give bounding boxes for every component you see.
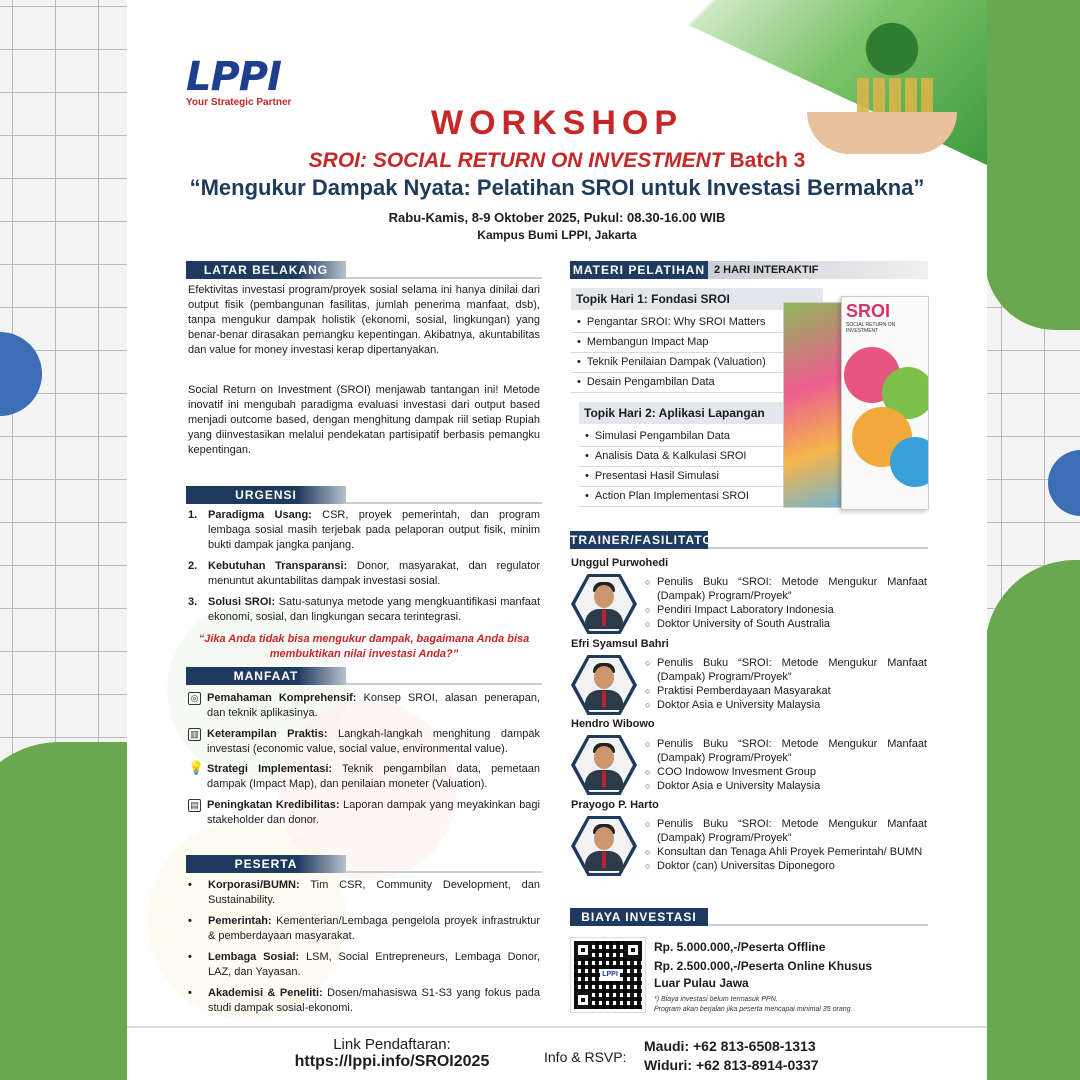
price-offline: Rp. 5.000.000,-/Peserta Offline [654, 940, 826, 954]
divider [346, 502, 542, 504]
book-front-cover: SROI SOCIAL RETURN ON INVESTMENT [841, 296, 929, 510]
section-heading: MANFAAT [186, 667, 346, 685]
benefit-item: 💡 Strategi Implementasi: Teknik pengambilan data, pemetaan dampak (Impact Map), dan penilaian moneter (Valuation). [188, 760, 540, 790]
list-item: 3. Solusi SROI: Satu-satunya metode yang mengkuantifikasi manfaat ekonomi, sosial, dan lingkungan secara terintegrasi. [188, 596, 540, 623]
list-item: 1. Paradigma Usang: CSR, proyek pemerintah, dan program lembaga sosial masih terjebak pada pelaporan output fisik, minim bukti dampak jangka panjang. [188, 509, 540, 551]
price-online-note: Luar Pulau Jawa [654, 976, 749, 990]
section-heading: MATERI PELATIHAN [570, 261, 708, 279]
section-heading: TRAINER/FASILITATOR [570, 533, 723, 547]
benefit-item: ◎ Pemahaman Komprehensif: Konsep SROI, alasan penerapan, dan teknik aplikasinya. [188, 691, 540, 721]
page-title: WORKSHOP [431, 104, 683, 142]
green-blob-decoration [985, 560, 1080, 1080]
divider [708, 924, 928, 926]
section-heading: LATAR BELAKANG [186, 261, 346, 279]
section-fees-header [570, 908, 928, 926]
fee-note: Program akan berjalan jika peserta mencapai minimal 35 orang. [654, 1006, 853, 1013]
list-item: 2. Kebutuhan Transparansi: Donor, masyarakat, dan regulator menuntut akuntabilitas dampak investasi sosial. [188, 560, 540, 587]
workshop-tagline: “Mengukur Dampak Nyata: Pelatihan SROI untuk Investasi Bermakna” [189, 175, 925, 200]
trainer-name: Efri Syamsul Bahri [571, 638, 669, 650]
list-item: • Lembaga Sosial: LSM, Social Entrepreneurs, Lembaga Donor, LAZ, dan Yayasan. [188, 951, 540, 978]
workshop-subtitle [127, 149, 987, 173]
list-item: • Presentasi Hasil Simulasi [579, 467, 814, 487]
divider [708, 547, 928, 549]
blue-circle-decoration [1048, 450, 1080, 516]
day1-topics [571, 313, 806, 393]
registration-qr-code[interactable]: LPPI [571, 938, 645, 1012]
trainer-credentials: ○ Penulis Buku “SROI: Metode Mengukur Manfaat (Dampak) Program/Proyek” ○ Praktisi Pemberdayaan Masyarakat ○ Doktor Asia e University Malaysia [645, 657, 927, 711]
benefit-item: ▥ Keterampilan Praktis: Langkah-langkah menghitung dampak investasi (economic value, social value, environmental value). [188, 727, 540, 757]
urgency-list [188, 508, 540, 631]
lppi-logo: LPPI Your Strategic Partner [186, 54, 292, 108]
event-venue: Kampus Bumi LPPI, Jakarta [477, 228, 637, 242]
section-heading: URGENSI [186, 486, 346, 504]
contact-maudi[interactable]: Maudi: +62 813-6508-1313 [644, 1038, 816, 1054]
day2-topics [579, 427, 814, 507]
trainer-credentials: ○ Penulis Buku “SROI: Metode Mengukur Manfaat (Dampak) Program/Proyek” ○ Pendiri Impact Laboratory Indonesia ○ Doktor University of South Australia [645, 576, 927, 630]
list-item: • Action Plan Implementasi SROI [579, 487, 814, 507]
list-item: • Desain Pengambilan Data [571, 373, 806, 393]
trainer-photo [571, 655, 637, 715]
lightbulb-icon: 💡 [188, 760, 205, 775]
trainer-credentials: ○ Penulis Buku “SROI: Metode Mengukur Manfaat (Dampak) Program/Proyek” ○ Konsultan dan Tenaga Ahli Proyek Pemerintah/ BUMN ○ Doktor (can) Universitas Diponegoro [645, 818, 927, 872]
urgency-quote: “Jika Anda tidak bisa mengukur dampak, bagaimana Anda bisa membuktikan nilai investasi Anda?” [198, 633, 530, 660]
logo-tagline: Your Strategic Partner [186, 97, 292, 108]
divider [346, 683, 542, 685]
report-icon: ▤ [188, 799, 201, 812]
divider [346, 871, 542, 873]
list-item: • Pemerintah: Kementerian/Lembaga pengelola proyek infrastruktur & pemberdayaan masyarakat. [188, 915, 540, 942]
target-icon: ◎ [188, 692, 201, 705]
list-item: • Korporasi/BUMN: Tim CSR, Community Development, dan Sustainability. [188, 879, 540, 906]
section-benefits-header [186, 667, 542, 685]
section-materials-header [570, 261, 928, 279]
participants-list [188, 878, 540, 1022]
workshop-poster [127, 0, 987, 1080]
trainer-photo [571, 816, 637, 876]
day1-title: Topik Hari 1: Fondasi SROI [571, 288, 823, 310]
day2-title: Topik Hari 2: Aplikasi Lapangan [579, 402, 793, 424]
list-item: • Akademisi & Peneliti: Dosen/mahasiswa S1-S3 yang fokus pada studi dampak sosial-ekonomi. [188, 987, 541, 1014]
section-heading: BIAYA INVESTASI [570, 908, 708, 926]
list-item: • Simulasi Pengambilan Data [579, 427, 814, 447]
green-blob-decoration [0, 742, 128, 1080]
registration-label: Link Pendaftaran: [333, 1036, 451, 1053]
contact-widuri[interactable]: Widuri: +62 813-8914-0337 [644, 1057, 819, 1073]
info-rsvp-label: Info & RSVP: [544, 1049, 627, 1065]
event-date: Rabu-Kamis, 8-9 Oktober 2025, Pukul: 08.30-16.00 WIB [388, 210, 726, 225]
bar-chart-icon: ▥ [188, 728, 201, 741]
section-participants-header [186, 855, 542, 873]
list-item: • Membangun Impact Map [571, 333, 806, 353]
sroi-book-image [783, 296, 933, 526]
fee-note: *) Biaya investasi belum termasuk PPN. [654, 996, 778, 1003]
green-blob-decoration [985, 0, 1080, 330]
trainer-name: Unggul Purwohedi [571, 557, 669, 569]
materials-badge: 2 HARI INTERAKTIF [708, 261, 928, 279]
price-online: Rp. 2.500.000,-/Peserta Online Khusus [654, 959, 873, 973]
list-item: • Teknik Penilaian Dampak (Valuation) [571, 353, 806, 373]
section-trainers-header [570, 531, 928, 549]
subtitle-batch: Batch 3 [729, 149, 806, 172]
background-paragraph-2: Social Return on Investment (SROI) menjawab tantangan ini! Metode inovatif ini mengubah paradigma evaluasi investasi dari output based menjadi outcome based, dengan menghitung dampak riil setiap Rupiah yang diinvestasikan melalui pendekatan partisipatif berbasis pemangku kepentingan. [188, 384, 540, 456]
blue-circle-decoration [0, 332, 42, 416]
trainer-photo [571, 574, 637, 634]
background-paragraph-1: Efektivitas investasi program/proyek sosial selama ini hanya dinilai dari output fisik (pembangunan fasilitas, jumlah penerima manfaat, dsb), tanpa mengukur dampak holistik (ekonomi, sosial, lingkungan) yang benar-benar dirasakan pemangku kepentingan. Akibatnya, akuntabilitas dan value for money investasi kerap dipertanyakan. [188, 284, 540, 356]
trainer-name: Prayogo P. Harto [571, 799, 659, 811]
section-heading: PESERTA [186, 855, 346, 873]
list-item: • Analisis Data & Kalkulasi SROI [579, 447, 814, 467]
section-urgency-header [186, 486, 542, 504]
list-item: • Pengantar SROI: Why SROI Matters [571, 313, 806, 333]
divider [127, 1026, 987, 1028]
benefit-item: ▤ Peningkatan Kredibilitas: Laporan dampak yang meyakinkan bagi stakeholder dan donor. [188, 798, 540, 828]
subtitle-sroi: SROI: SOCIAL RETURN ON INVESTMENT [308, 149, 724, 172]
divider [346, 277, 542, 279]
section-background-header [186, 261, 542, 279]
registration-link[interactable]: https://lppi.info/SROI2025 [294, 1053, 490, 1070]
trainer-credentials: ○ Penulis Buku “SROI: Metode Mengukur Manfaat (Dampak) Program/Proyek” ○ COO Indowow Invesment Group ○ Doktor Asia e University Malaysia [645, 738, 927, 792]
trainer-photo [571, 735, 637, 795]
trainer-name: Hendro Wibowo [571, 718, 655, 730]
tree-icon [857, 18, 927, 80]
